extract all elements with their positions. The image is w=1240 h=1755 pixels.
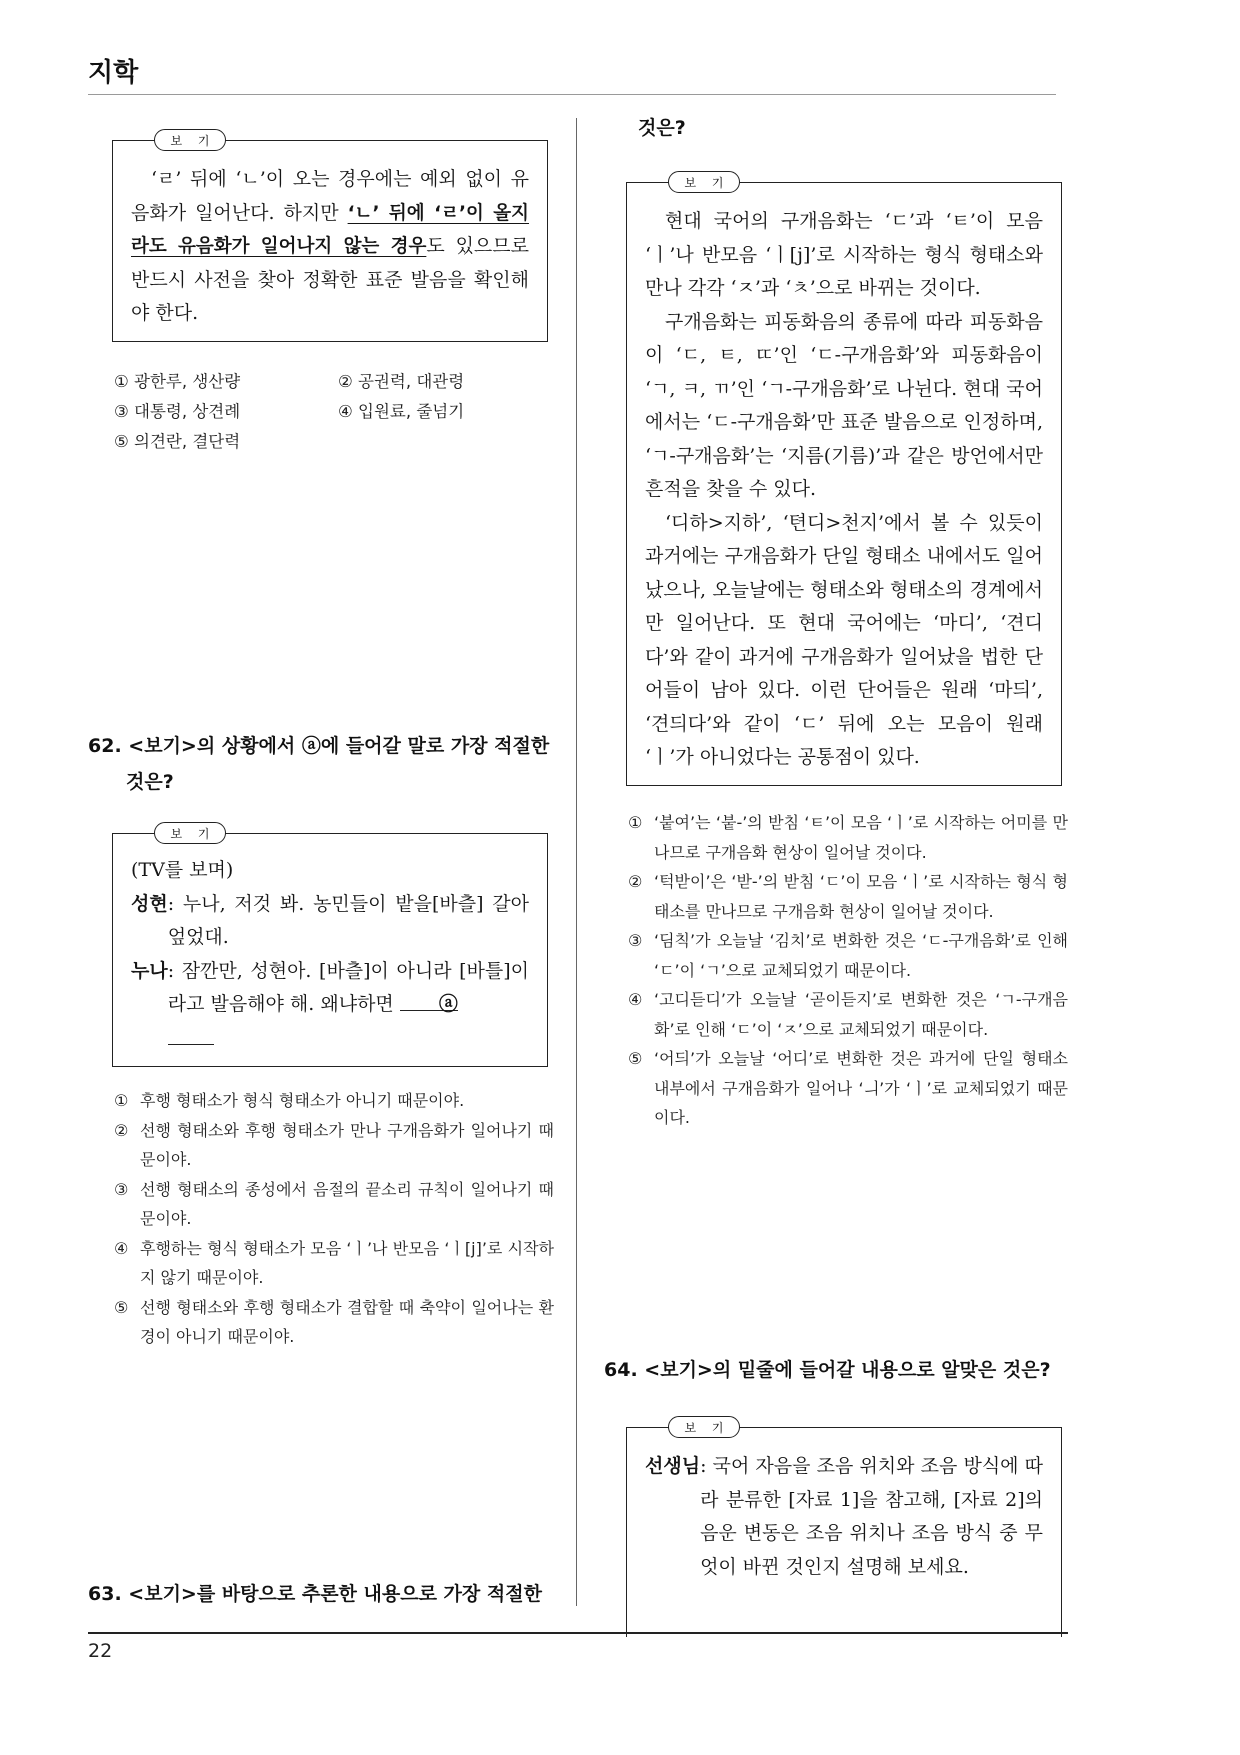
q62-dialogue (131, 854, 529, 1056)
q62-blank (400, 988, 458, 1015)
q61-options (114, 368, 554, 451)
q64-bogi-box (626, 1427, 1062, 1637)
q62-line-nuna (131, 955, 529, 1057)
q61-option-2[interactable]: ② 공권력, 대관령 (338, 372, 465, 391)
q61-bogi-tab: 보 기 (154, 129, 226, 151)
q63-option-3-text: ‘딤칙’가 오늘날 ‘김치’로 변화한 것은 ‘ㄷ-구개음화’로 인해 ‘ㄷ’이 ‘ㄱ’으로 교체되었기 때문이다. (654, 931, 1068, 980)
q62-line2: 것은? (126, 771, 174, 793)
footer-divider (88, 1632, 1068, 1634)
q64-line-teacher (645, 1450, 1043, 1584)
q64-number: 64. (604, 1359, 638, 1381)
q63-option-3[interactable] (628, 926, 1068, 985)
q62-option-4[interactable] (114, 1234, 554, 1293)
q62-bogi-box (112, 833, 548, 1067)
q62-option-5-num: ⑤ (114, 1297, 129, 1317)
q64-dialogue (645, 1450, 1043, 1584)
q62-speech-2: : 잠깐만, 성현아. [바츨]이 아니라 [바틀]이라고 발음해야 해. 왜냐하면 (167, 959, 529, 1015)
q62-option-1-num: ① (114, 1091, 129, 1110)
q63-bogi-text (645, 205, 1043, 775)
q61-option-1[interactable]: ① 광한루, 생산량 (114, 372, 241, 391)
q64-speaker: 선생님 (645, 1455, 701, 1477)
q63-option-1[interactable] (628, 808, 1068, 867)
q62-option-5[interactable] (114, 1293, 554, 1352)
q63-number: 63. (88, 1583, 122, 1605)
q63-option-5-num: ⑤ (628, 1049, 643, 1068)
q63-option-5[interactable] (628, 1044, 1068, 1133)
q62-option-3[interactable] (114, 1175, 554, 1234)
q62-option-2[interactable] (114, 1116, 554, 1175)
q62-blank-mark: ⓐ (438, 993, 458, 1015)
q62-line-seonghyeon (131, 888, 529, 955)
q62-line1: <보기>의 상황에서 ⓐ에 들어갈 말로 가장 적절한 (128, 735, 550, 757)
q63-option-4-num: ④ (628, 990, 643, 1009)
q63-option-5-text: ‘어듸’가 오늘날 ‘어디’로 변화한 것은 과거에 단일 형태소 내부에서 구개음화가 일어나 ‘ㅢ’가 ‘ㅣ’로 교체되었기 때문이다. (654, 1049, 1068, 1127)
q62-option-1-text: 후행 형태소가 형식 형태소가 아니기 때문이야. (140, 1091, 465, 1110)
q63-option-2-text: ‘턱받이’은 ‘받-’의 받침 ‘ㄷ’이 모음 ‘ㅣ’로 시작하는 형식 형태소를 만나므로 구개음화 현상이 일어날 것이다. (654, 872, 1068, 921)
q62-option-2-text: 선행 형태소와 후행 형태소가 만나 구개음화가 일어나기 때문이야. (140, 1120, 554, 1169)
page-number: 22 (88, 1640, 113, 1662)
q63-options (628, 808, 1068, 1133)
q61-option-5[interactable]: ⑤ 의견란, 결단력 (114, 432, 241, 451)
q63-question (88, 1576, 558, 1612)
q63-line1: <보기>를 바탕으로 추론한 내용으로 가장 적절한 (128, 1583, 542, 1605)
q62-blank-continuation (168, 1022, 214, 1045)
q61-bogi-part2: 도 있으므로 반드시 사전을 찾아 정확한 표준 발음을 확인해야 한다. (131, 235, 529, 324)
column-divider (576, 118, 577, 1606)
q63-bogi-tab: 보 기 (668, 171, 740, 193)
header-divider (88, 94, 1056, 95)
q64-question (604, 1352, 1074, 1388)
q63-bogi-p2: 구개음화는 피동화음의 종류에 따라 피동화음이 ‘ㄷ, ㅌ, ㄸ’인 ‘ㄷ-구개음화’와 피동화음이 ‘ㄱ, ㅋ, ㄲ’인 ‘ㄱ-구개음화’로 나뉜다. 현대 국어에서는 ‘ㄷ-구개음화’만 표준 발음으로 인정하며, ‘ㄱ-구개음화’는 ‘지름(기름)’과 같은 방언에서만 흔적을 찾을 수 있다. (645, 310, 1043, 500)
q62-option-5-text: 선행 형태소와 후행 형태소가 결합할 때 축약이 일어나는 환경이 아니기 때문이야. (140, 1297, 554, 1346)
q62-option-3-text: 선행 형태소의 종성에서 음절의 끝소리 규칙이 일어나기 때문이야. (140, 1179, 554, 1228)
q61-bogi-text (131, 163, 529, 331)
q62-context: (TV를 보며) (131, 859, 234, 881)
q63-option-3-num: ③ (628, 931, 643, 950)
q62-bogi-tab: 보 기 (154, 822, 226, 844)
q62-speech-2-wrap (168, 955, 529, 1057)
q63-option-4[interactable] (628, 985, 1068, 1044)
q63-option-1-num: ① (628, 813, 643, 832)
q61-option-4[interactable]: ④ 입원료, 줄넘기 (338, 402, 465, 421)
q61-bogi-box (112, 140, 548, 342)
q63-option-2[interactable] (628, 867, 1068, 926)
q62-speaker-1: 성현 (131, 892, 168, 915)
q62-option-1[interactable] (114, 1086, 554, 1116)
page-header-title: 지학 (88, 58, 139, 88)
q62-option-3-num: ③ (114, 1179, 129, 1199)
q63-line2: 것은? (638, 117, 686, 139)
q64-speech: : 국어 자음을 조음 위치와 조음 방식에 따라 분류한 [자료 1]을 참고해, [자료 2]의 음운 변동은 조음 위치나 조음 방식 중 무엇이 바뀐 것인지 설명해 보세요. (700, 1455, 1043, 1578)
q64-line1: <보기>의 밑줄에 들어갈 내용으로 알맞은 것은? (644, 1359, 1051, 1381)
q62-speech-1: : 누나, 저것 봐. 농민들이 밭을[바츨] 갈아 엎었대. (167, 892, 529, 948)
q63-option-4-text: ‘고디듣디’가 오늘날 ‘곧이듣지’로 변화한 것은 ‘ㄱ-구개음화’로 인해 ‘ㄷ’이 ‘ㅈ’으로 교체되었기 때문이다. (654, 990, 1068, 1039)
q63-bogi-p3: ‘디하>지하’, ‘텬디>천지’에서 볼 수 있듯이 과거에는 구개음화가 단일 형태소 내에서도 일어났으나, 오늘날에는 형태소와 형태소의 경계에서만 일어난다. 또 현대 국어에는 ‘마디’, ‘견디다’와 같이 과거에 구개음화가 일어났을 법한 단어들이 남아 있다. 이런 단어들은 원래 ‘마듸’, ‘견듸다’와 같이 ‘ㄷ’ 뒤에 오는 모음이 원래 ‘ㅣ’가 아니었다는 공통점이 있다. (645, 511, 1043, 768)
q63-question-cont (638, 110, 686, 146)
q62-speaker-2: 누나 (131, 959, 168, 982)
q61-bogi-underlined: ‘ㄴ’ 뒤에 ‘ㄹ’이 올지라도 유음화가 일어나지 않는 경우 (131, 202, 530, 257)
q62-number: 62. (88, 735, 122, 757)
q63-option-1-text: ‘붙여’는 ‘붙-’의 받침 ‘ㅌ’이 모음 ‘ㅣ’로 시작하는 어미를 만나므로 구개음화 현상이 일어날 것이다. (654, 813, 1068, 862)
q61-bogi-part1: ‘ㄹ’ 뒤에 ‘ㄴ’이 오는 경우에는 예외 없이 유음화가 일어난다. 하지만 (131, 168, 529, 224)
q61-option-3[interactable]: ③ 대통령, 상견례 (114, 402, 241, 421)
q62-question (88, 728, 558, 800)
q62-options (114, 1086, 554, 1352)
q62-option-2-num: ② (114, 1120, 129, 1140)
q62-option-4-text: 후행하는 형식 형태소가 모음 ‘ㅣ’나 반모음 ‘ㅣ[j]’로 시작하지 않기 때문이야. (140, 1238, 554, 1287)
q64-bogi-tab: 보 기 (668, 1416, 740, 1438)
q62-option-4-num: ④ (114, 1238, 129, 1258)
q63-option-2-num: ② (628, 872, 643, 891)
q63-bogi-box (626, 182, 1062, 786)
q63-bogi-p1: 현대 국어의 구개음화는 ‘ㄷ’과 ‘ㅌ’이 모음 ‘ㅣ’나 반모음 ‘ㅣ[j]’로 시작하는 형식 형태소와 만나 각각 ‘ㅈ’과 ‘ㅊ’으로 바뀌는 것이다. (645, 210, 1043, 299)
